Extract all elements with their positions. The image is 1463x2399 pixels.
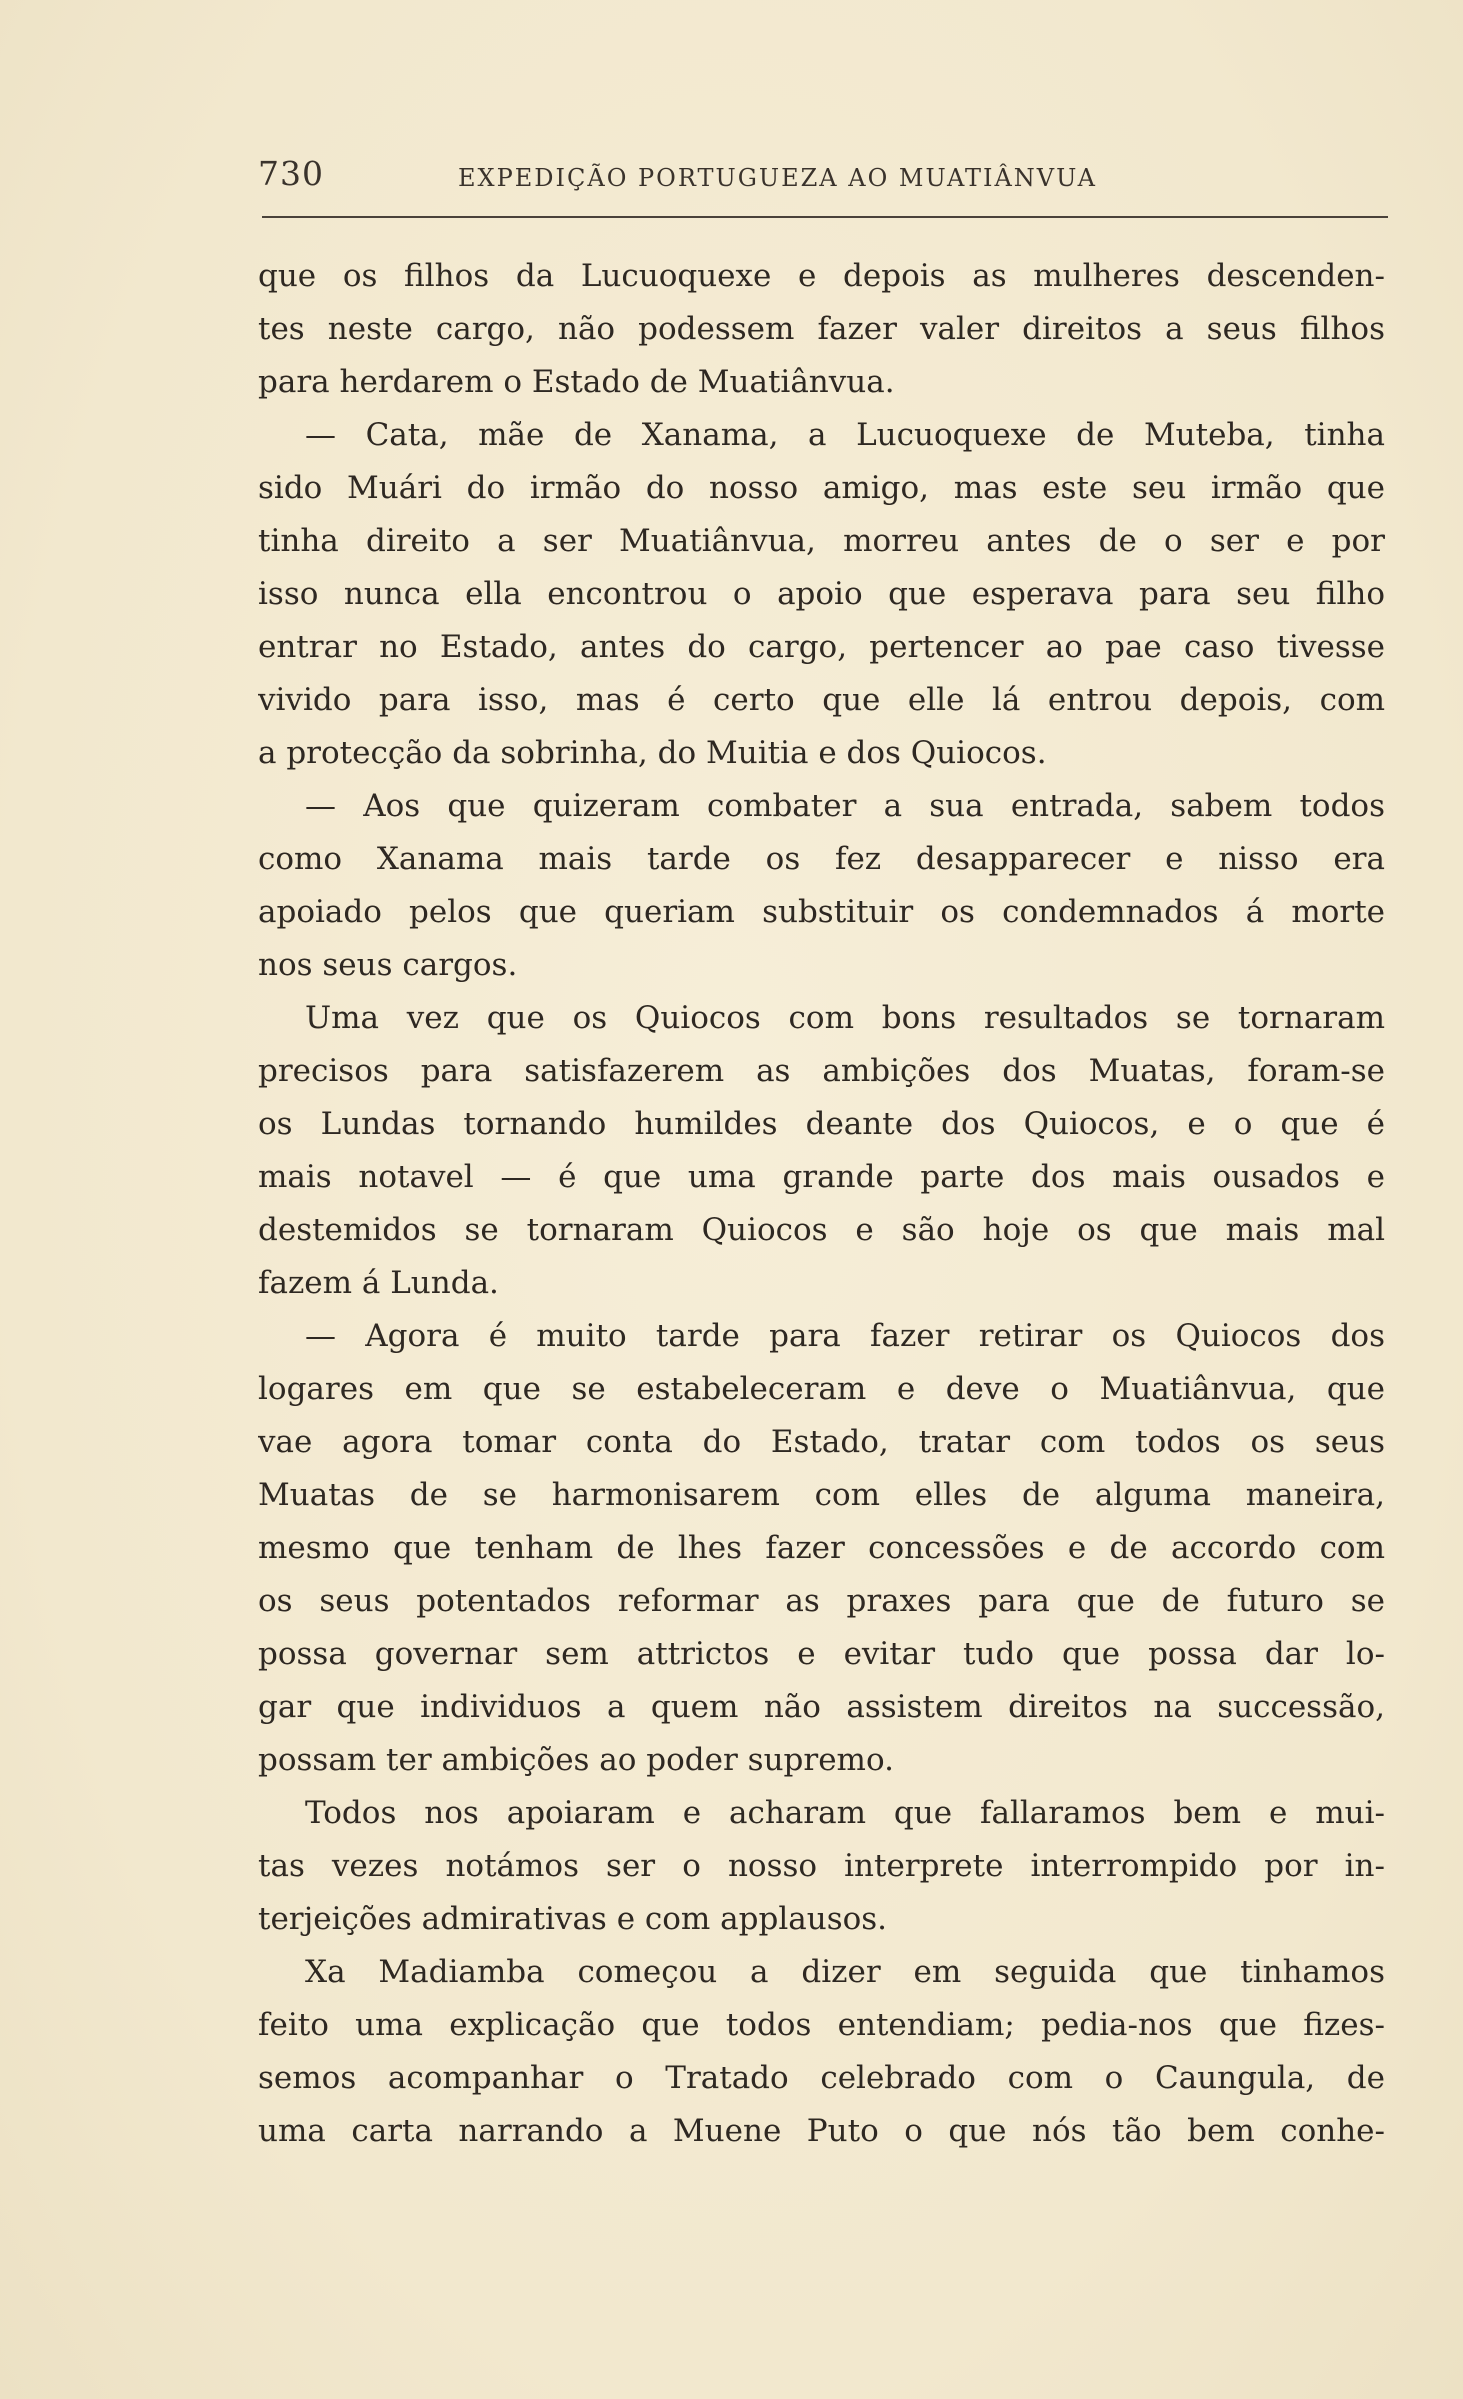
text-line: Xa Madiamba começou a dizer em seguida que tinhamos — [305, 1954, 1385, 1990]
text-line: feito uma explicação que todos entendiam; pedia-nos que fizes- — [258, 2007, 1385, 2043]
body-text — [258, 250, 1385, 2158]
text-line: entrar no Estado, antes do cargo, pertencer ao pae caso tivesse — [258, 629, 1385, 665]
text-line: vivido para isso, mas é certo que elle lá entrou depois, com — [258, 682, 1385, 718]
text-line: — Aos que quizeram combater a sua entrada, sabem todos — [305, 788, 1385, 824]
text-line: possam ter ambições ao poder supremo. — [258, 1742, 894, 1778]
text-line: apoiado pelos que queriam substituir os condemnados á morte — [258, 894, 1385, 930]
text-line: Muatas de se harmonisarem com elles de alguma maneira, — [258, 1477, 1385, 1513]
text-line: — Cata, mãe de Xanama, a Lucuoquexe de Muteba, tinha — [305, 417, 1385, 453]
text-line: logares em que se estabeleceram e deve o Muatiânvua, que — [258, 1371, 1385, 1407]
text-line: mesmo que tenham de lhes fazer concessões e de accordo com — [258, 1530, 1385, 1566]
text-line: possa governar sem attrictos e evitar tudo que possa dar lo- — [258, 1636, 1385, 1672]
text-line: tas vezes notámos ser o nosso interprete interrompido por in- — [258, 1848, 1385, 1884]
text-line: sido Muári do irmão do nosso amigo, mas este seu irmão que — [258, 470, 1385, 506]
text-line: os Lundas tornando humildes deante dos Quiocos, e o que é — [258, 1106, 1385, 1142]
text-line: Todos nos apoiaram e acharam que fallaramos bem e mui- — [305, 1795, 1385, 1831]
text-line: precisos para satisfazerem as ambições dos Muatas, foram-se — [258, 1053, 1385, 1089]
text-line: isso nunca ella encontrou o apoio que esperava para seu filho — [258, 576, 1385, 612]
text-line: — Agora é muito tarde para fazer retirar os Quiocos dos — [305, 1318, 1385, 1354]
text-line: destemidos se tornaram Quiocos e são hoje os que mais mal — [258, 1212, 1385, 1248]
text-line: nos seus cargos. — [258, 947, 518, 983]
page-header — [258, 154, 1388, 214]
text-line: terjeições admirativas e com applausos. — [258, 1901, 888, 1937]
text-line: gar que individuos a quem não assistem direitos na successão, — [258, 1689, 1385, 1725]
text-line: Uma vez que os Quiocos com bons resultados se tornaram — [305, 1000, 1385, 1036]
text-line: semos acompanhar o Tratado celebrado com o Caungula, de — [258, 2060, 1385, 2096]
text-line: que os filhos da Lucuoquexe e depois as mulheres descenden- — [258, 258, 1385, 294]
text-line: mais notavel — é que uma grande parte dos mais ousados e — [258, 1159, 1385, 1195]
text-line: os seus potentados reformar as praxes para que de futuro se — [258, 1583, 1385, 1619]
page-number: 730 — [258, 154, 324, 193]
text-line: a protecção da sobrinha, do Muitia e dos Quiocos. — [258, 735, 1047, 771]
text-line: como Xanama mais tarde os fez desapparecer e nisso era — [258, 841, 1385, 877]
text-line: tes neste cargo, não podessem fazer valer direitos a seus filhos — [258, 311, 1385, 347]
header-rule — [262, 216, 1388, 218]
text-line: vae agora tomar conta do Estado, tratar com todos os seus — [258, 1424, 1385, 1460]
text-line: para herdarem o Estado de Muatiânvua. — [258, 364, 895, 400]
text-line: tinha direito a ser Muatiânvua, morreu antes de o ser e por — [258, 523, 1385, 559]
running-title: EXPEDIÇÃO PORTUGUEZA AO MUATIÂNVUA — [458, 164, 1097, 192]
text-line: fazem á Lunda. — [258, 1265, 499, 1301]
text-line: uma carta narrando a Muene Puto o que nós tão bem conhe- — [258, 2113, 1385, 2149]
